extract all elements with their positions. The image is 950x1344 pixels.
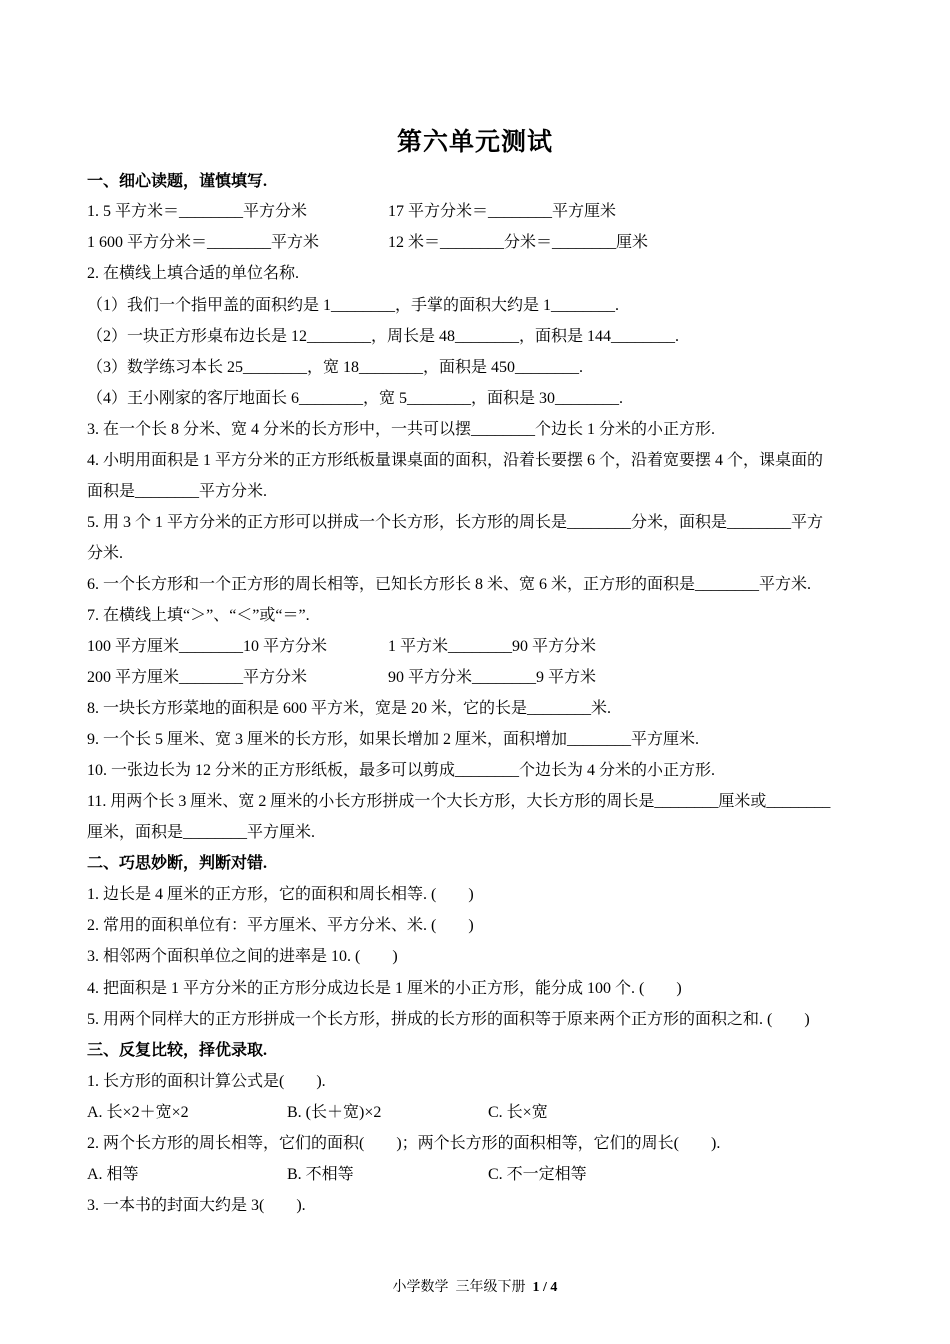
question-2-2: （2）一块正方形桌布边长是 12________，周长是 48________，面积是 144________. — [87, 328, 680, 345]
question-2-3: （3）数学练习本长 25________，宽 18________，面积是 450________. — [87, 359, 584, 376]
choice-2-option-c: C. 不一定相等 — [488, 1166, 587, 1183]
judge-4: 4. 把面积是 1 平方分米的正方形分成边长是 1 厘米的小正方形，能分成 100 个. ( ) — [87, 980, 682, 997]
question-3: 3. 在一个长 8 分米、宽 4 分米的长方形中，一共可以摆________个边长 1 分米的小正方形. — [87, 421, 716, 438]
question-5-line-1: 5. 用 3 个 1 平方分米的正方形可以拼成一个长方形，长方形的周长是________分米，面积是________平方 — [87, 514, 824, 531]
section-heading-fill: 一、细心读题，谨慎填写. — [87, 173, 268, 190]
question-2-4: （4）王小刚家的客厅地面长 6________，宽 5________，面积是 30________. — [87, 390, 624, 407]
question-6: 6. 一个长方形和一个正方形的周长相等，已知长方形长 8 米、宽 6 米，正方形的面积是________平方米. — [87, 576, 812, 593]
question-2-1: （1）我们一个指甲盖的面积约是 1________，手掌的面积大约是 1________. — [87, 297, 620, 314]
choice-1: 1. 长方形的面积计算公式是( ). — [87, 1073, 326, 1090]
question-11-line-2: 厘米，面积是________平方厘米. — [87, 824, 316, 841]
choice-1-option-a: A. 长×2＋宽×2 — [87, 1104, 189, 1121]
question-1d: 12 米＝________分米＝________厘米 — [388, 234, 649, 251]
question-1b: 17 平方分米＝________平方厘米 — [388, 203, 617, 220]
choice-1-option-b: B. (长＋宽)×2 — [287, 1104, 382, 1121]
question-5-line-2: 分米. — [87, 545, 124, 562]
question-2: 2. 在横线上填合适的单位名称. — [87, 265, 300, 282]
choice-2: 2. 两个长方形的周长相等，它们的面积( )；两个长方形的面积相等，它们的周长( ). — [87, 1135, 721, 1152]
section-heading-judge: 二、巧思妙断，判断对错. — [87, 855, 268, 872]
footer-text: 小学数学 三年级下册 — [392, 1280, 533, 1295]
question-7d: 90 平方分米________9 平方米 — [388, 669, 597, 686]
question-11-line-1: 11. 用两个长 3 厘米、宽 2 厘米的小长方形拼成一个大长方形，大长方形的周长是________厘米或________ — [87, 793, 831, 810]
judge-2: 2. 常用的面积单位有：平方厘米、平方分米、米. ( ) — [87, 917, 474, 934]
judge-3: 3. 相邻两个面积单位之间的进率是 10. ( ) — [87, 948, 398, 965]
page-number: 1 / 4 — [532, 1280, 558, 1295]
question-8: 8. 一块长方形菜地的面积是 600 平方米，宽是 20 米，它的长是________米. — [87, 700, 612, 717]
choice-2-option-b: B. 不相等 — [287, 1166, 354, 1183]
question-4-line-2: 面积是________平方分米. — [87, 483, 268, 500]
question-1a: 1. 5 平方米＝________平方分米 — [87, 203, 308, 220]
page-footer — [0, 1276, 950, 1296]
question-9: 9. 一个长 5 厘米、宽 3 厘米的长方形，如果长增加 2 厘米，面积增加________平方厘米. — [87, 731, 700, 748]
choice-3: 3. 一本书的封面大约是 3( ). — [87, 1197, 306, 1214]
judge-5: 5. 用两个同样大的正方形拼成一个长方形，拼成的长方形的面积等于原来两个正方形的面积之和. ( ) — [87, 1011, 810, 1028]
question-7a: 100 平方厘米________10 平方分米 — [87, 638, 328, 655]
question-7: 7. 在横线上填“＞”、“＜”或“＝”. — [87, 607, 310, 624]
question-7b: 1 平方米________90 平方分米 — [388, 638, 597, 655]
choice-2-option-a: A. 相等 — [87, 1166, 139, 1183]
question-4-line-1: 4. 小明用面积是 1 平方分米的正方形纸板量课桌面的面积，沿着长要摆 6 个，沿着宽要摆 4 个，课桌面的 — [87, 452, 824, 469]
page-title: 第六单元测试 — [396, 129, 553, 156]
section-heading-choice: 三、反复比较，择优录取. — [87, 1042, 268, 1059]
question-1c: 1 600 平方分米＝________平方米 — [87, 234, 320, 251]
question-7c: 200 平方厘米________平方分米 — [87, 669, 308, 686]
choice-1-option-c: C. 长×宽 — [488, 1104, 548, 1121]
judge-1: 1. 边长是 4 厘米的正方形，它的面积和周长相等. ( ) — [87, 886, 474, 903]
question-10: 10. 一张边长为 12 分米的正方形纸板，最多可以剪成________个边长为 4 分米的小正方形. — [87, 762, 716, 779]
